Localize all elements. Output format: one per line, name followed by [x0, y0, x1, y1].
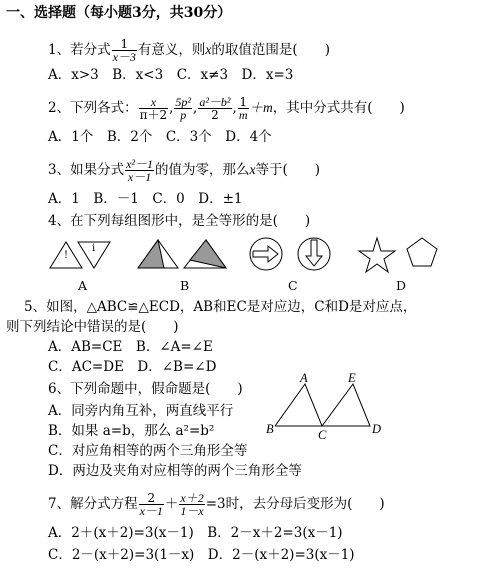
question-7: 7、解分式方程 $\frac{2}{x-1}$ ＋ $\frac{x+2}{1-x}$ =3时，去分母后变形为( ) [48, 491, 385, 518]
question-5-line-1: 5、如图，△ABC≌△ECD，AB和EC是对应边，C和D是对应点， [24, 299, 417, 315]
q6-option-b: B．如果 a=b，那么 a²=b² [48, 423, 215, 439]
question-3: 3、如果分式 $\frac{\text{x²－1}}{x-1}$ 的值为零，那么x等于( ) [48, 157, 321, 184]
question-1: 1、若分式 $\frac{1}{x-3}$ 有意义，则x的取值范围是( ) [48, 37, 330, 64]
q4-figure-c [250, 238, 330, 270]
fig-label-b: B [266, 422, 274, 436]
section-title: 一、选择题（每小题3分，共30分） [6, 5, 232, 21]
q4-tri-mark-1: ! [64, 250, 69, 261]
q2-frac-1: $\frac{x}{\pi+2}$ [139, 95, 168, 122]
question-5-line-2: 则下列结论中错误的是( ) [6, 319, 179, 335]
fig-label-d: D [372, 422, 382, 436]
q1-lead: 1、若分式 [48, 42, 111, 58]
q4-tri-mark-2: i [92, 243, 96, 254]
q4-figure-d [359, 238, 437, 272]
question-4-stem: 4、在下列每组图形中，是全等形的是( ) [48, 213, 311, 229]
q6-option-a: A．同旁内角互补，两直线平行 [48, 403, 234, 419]
q4-label-b: B [180, 278, 190, 293]
q1-tail: 有意义，则 [137, 42, 206, 58]
q1-options: A．x>3 B．x<3 C．x≠3 D．x=3 [48, 67, 294, 83]
q5-options-1: A．AB=CE B．∠A=∠E [48, 339, 213, 355]
q4-figure-a [50, 242, 110, 268]
triangle-figure [275, 384, 370, 426]
q4-figure-b [138, 240, 226, 268]
q3-fraction: $\frac{\text{x²－1}}{x-1}$ [126, 157, 154, 184]
fig-label-e: E [348, 371, 356, 385]
q6-option-c: C．对应角相等的两个三角形全等 [48, 443, 248, 459]
fig-label-c: C [318, 428, 327, 442]
q2-frac-3: $\frac{\text{a²－b²}}{2}$ [199, 95, 231, 122]
q7-frac-2: $\frac{x+2}{1-x}$ [180, 491, 204, 518]
q4-label-d: D [396, 278, 407, 293]
q7-options-1: A．2＋(x＋2)=3(x－1) B．2－x＋2=3(x－1) [48, 525, 343, 541]
q2-frac-4: $\frac{1}{m}$ [238, 95, 248, 122]
fig-label-a: A [300, 371, 308, 385]
q7-options-2: C．2－(x＋2)=3(1－x) D．2－(x＋2)=3(x－1) [48, 547, 355, 563]
q3-options: A．1 B．－1 C．0 D．±1 [48, 191, 243, 207]
q2-frac-2: $\frac{\text{5p²}}{p}$ [175, 95, 192, 122]
q7-frac-1: $\frac{2}{x-1}$ [139, 491, 163, 518]
q6-option-d: D．两边及夹角对应相等的两个三角形全等 [48, 463, 302, 479]
q5-options-2: C．AC=DE D．∠B=∠D [48, 359, 217, 375]
question-2: 2、下列各式： $\frac{x}{\pi+2}$ , $\frac{\text{5p²}}{p}$ , $\frac{\text{a²－b²}}{2}$ , $\frac{1}{m}$ ＋m，其中分式共有( ) [48, 95, 405, 122]
q4-label-a: A [78, 278, 88, 293]
q2-options: A．1个 B．2个 C．3个 D．4个 [48, 129, 272, 145]
question-6-stem: 6、下列命题中，假命题是( ) [48, 381, 243, 397]
q4-label-c: C [288, 278, 298, 293]
q1-fraction: $\frac{1}{x-3}$ [112, 37, 136, 64]
